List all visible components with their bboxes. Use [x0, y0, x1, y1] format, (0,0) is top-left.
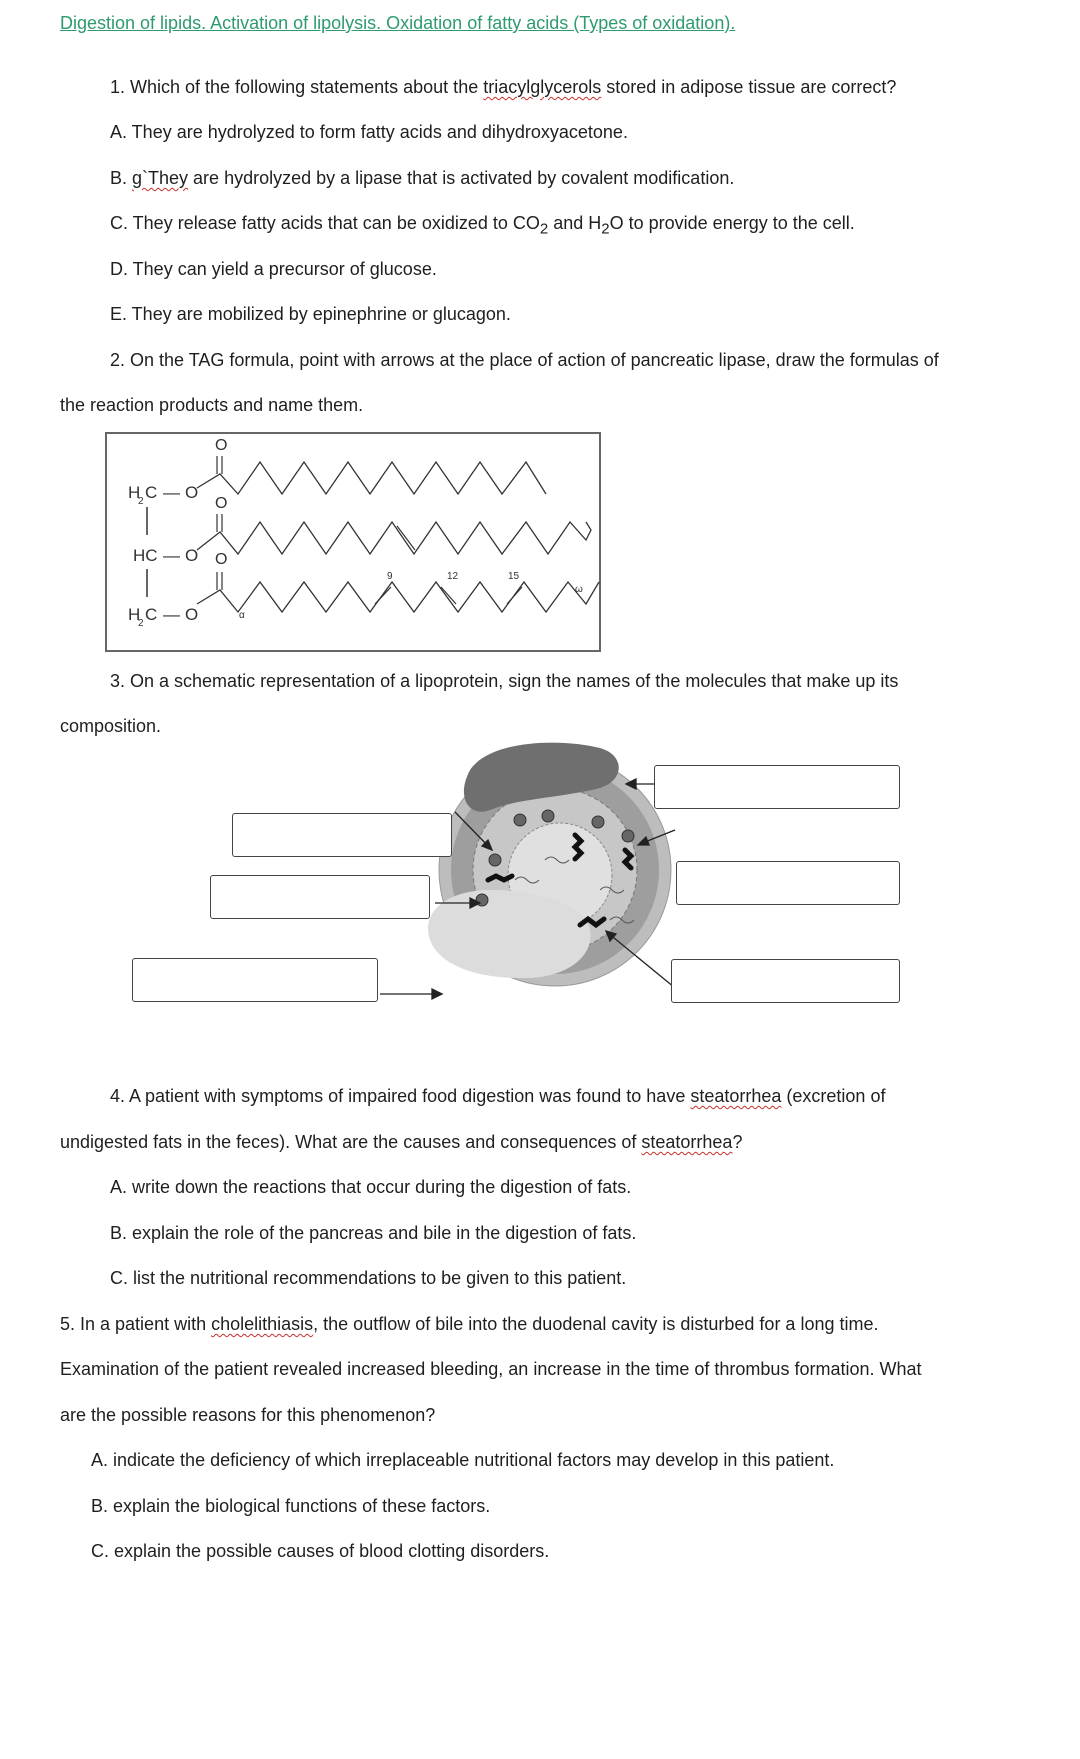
ester-o-3: O — [185, 605, 199, 624]
h2c-top-h: H — [128, 483, 141, 502]
position-15: 15 — [508, 571, 520, 582]
q4-option-b: B. explain the role of the pancreas and bile in the digestion of fats. — [110, 1223, 637, 1243]
question-5-line-1 — [60, 1313, 879, 1335]
q5-line1-post: , the outflow of bile into the duodenal cavity is disturbed for a long time. — [313, 1314, 879, 1334]
question-1 — [110, 76, 896, 98]
label-box-lower-left[interactable] — [132, 958, 378, 1002]
q4-line2-pre: undigested fats in the feces). What are the causes and consequences of — [60, 1132, 642, 1152]
q4-line1-word: steatorrhea — [690, 1086, 782, 1106]
page-title[interactable]: Digestion of lipids. Activation of lipolysis. Oxidation of fatty acids (Types of oxidation). — [60, 13, 736, 33]
q1-option-c-sub1: 2 — [539, 220, 549, 238]
q1-option-c-pre: C. They release fatty acids that can be oxidized to CO — [110, 213, 540, 233]
q4-option-c: C. list the nutritional recommendations to be given to this patient. — [110, 1268, 627, 1288]
question-4-line-2 — [60, 1131, 742, 1153]
q4-line2-post: ? — [732, 1132, 743, 1152]
q1-option-c-sub2: 2 — [601, 220, 610, 238]
position-12: 12 — [447, 571, 459, 582]
q5-option-a: A. indicate the deficiency of which irreplaceable nutritional factors may develop in this patient. — [91, 1450, 835, 1470]
position-9: 9 — [387, 571, 393, 582]
q1-option-b-word: g`They — [132, 168, 189, 188]
q1-option-e: E. They are mobilized by epinephrine or glucagon. — [110, 304, 511, 324]
dash-2: — — [163, 546, 180, 565]
h2c-bottom-c: C — [145, 605, 158, 624]
q4-line1-post: (excretion of — [781, 1086, 886, 1106]
q5-line1-word: cholelithiasis — [211, 1314, 314, 1334]
h2c-top-sub: 2 — [138, 496, 144, 507]
h2c-bottom-sub: 2 — [138, 618, 144, 629]
question-4-line-1 — [110, 1085, 885, 1107]
q4-option-a: A. write down the reactions that occur during the digestion of fats. — [110, 1177, 632, 1197]
label-box-upper-right[interactable] — [654, 765, 900, 809]
q1-option-b — [110, 167, 734, 189]
question-2-line-1: 2. On the TAG formula, point with arrows at the place of action of pancreatic lipase, draw the formulas of — [110, 350, 939, 370]
q1-option-c-mid: and H — [548, 213, 602, 233]
ester-o-2: O — [185, 546, 199, 565]
q5-option-c: C. explain the possible causes of blood clotting disorders. — [91, 1541, 550, 1561]
formula-frame — [106, 433, 600, 651]
h2c-bottom-h: H — [128, 605, 141, 624]
q1-option-c-post: O to provide energy to the cell. — [609, 213, 855, 233]
q4-line2-word: steatorrhea — [641, 1132, 733, 1152]
question-3-line-2: composition. — [60, 716, 162, 736]
question-2-line-2: the reaction products and name them. — [60, 395, 364, 415]
carbonyl-o-3: O — [215, 551, 228, 568]
question-5-line-3: are the possible reasons for this phenomenon? — [60, 1405, 436, 1425]
ester-o-1: O — [185, 483, 199, 502]
carbonyl-o-1: O — [215, 437, 228, 454]
dash-3: — — [163, 605, 180, 624]
alpha-label: α — [239, 610, 245, 621]
q1-option-b-pre: B. — [110, 168, 133, 188]
omega-label: ω — [575, 584, 583, 595]
label-box-middle-left[interactable] — [210, 875, 430, 919]
q1-text-word: triacylglycerols — [483, 77, 602, 97]
dash-1: — — [163, 483, 180, 502]
label-box-upper-left[interactable] — [232, 813, 452, 857]
q1-option-a: A. They are hydrolyzed to form fatty acids and dihydroxyacetone. — [110, 122, 628, 142]
label-box-middle-right[interactable] — [676, 861, 900, 905]
q1-option-c — [110, 212, 855, 241]
label-box-lower-right[interactable] — [671, 959, 900, 1003]
h2c-top-c: C — [145, 483, 158, 502]
tag-formula — [105, 432, 601, 652]
q4-line1-pre: 4. A patient with symptoms of impaired food digestion was found to have — [110, 1086, 691, 1106]
question-3-line-1: 3. On a schematic representation of a lipoprotein, sign the names of the molecules that make up its — [110, 671, 899, 691]
q5-line1-pre: 5. In a patient with — [60, 1314, 212, 1334]
carbonyl-o-2: O — [215, 495, 228, 512]
hc-label: HC — [133, 546, 158, 565]
q1-option-d: D. They can yield a precursor of glucose. — [110, 259, 437, 279]
question-5-line-2: Examination of the patient revealed increased bleeding, an increase in the time of thrombus formation. What — [60, 1359, 922, 1379]
q1-option-b-post: are hydrolyzed by a lipase that is activated by covalent modification. — [188, 168, 735, 188]
q1-text-post: stored in adipose tissue are correct? — [601, 77, 897, 97]
q5-option-b: B. explain the biological functions of these factors. — [91, 1496, 491, 1516]
q1-text-pre: 1. Which of the following statements about the — [110, 77, 484, 97]
